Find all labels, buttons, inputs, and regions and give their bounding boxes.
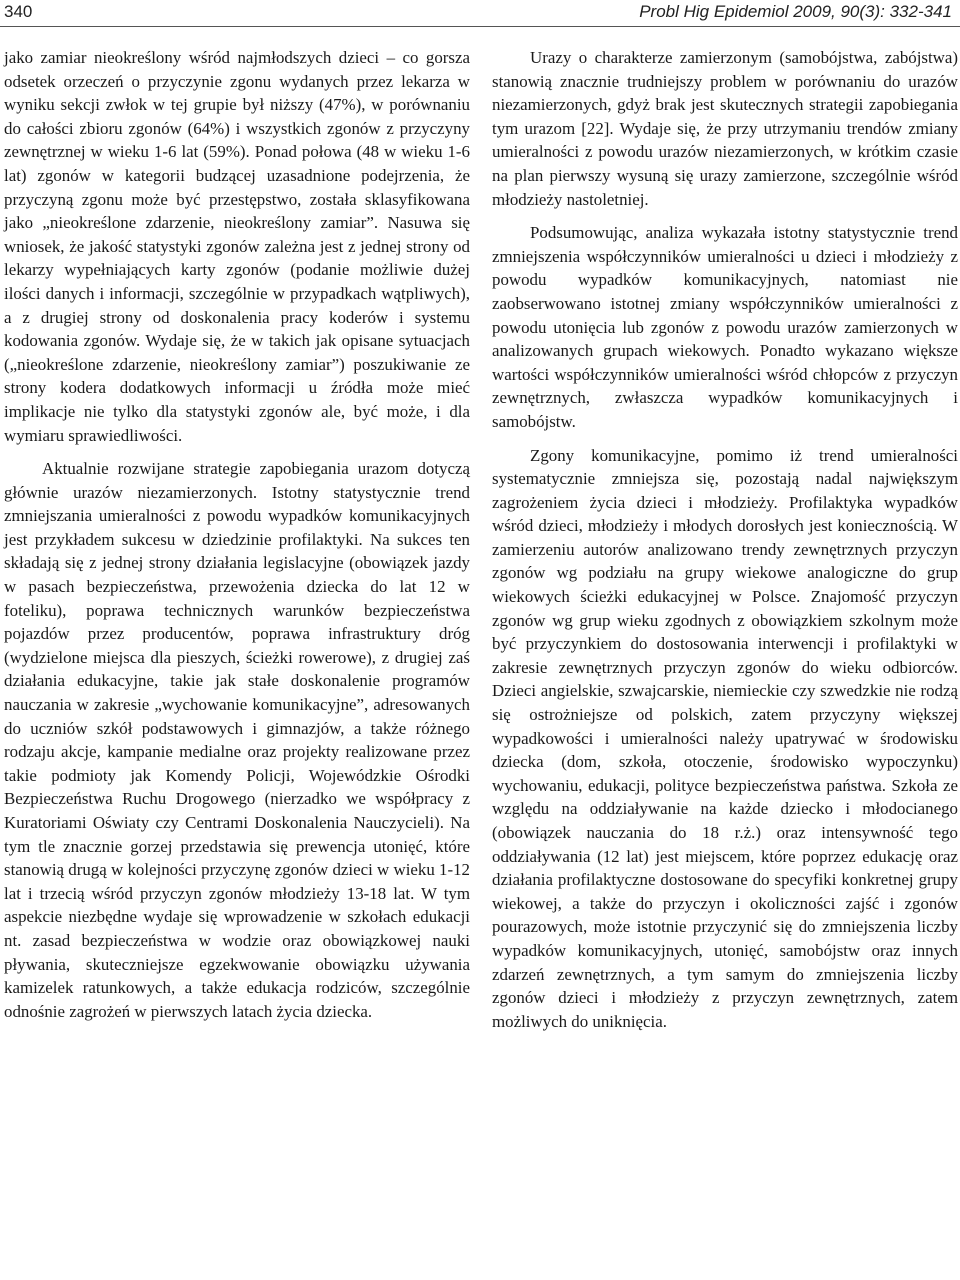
journal-reference: Probl Hig Epidemiol 2009, 90(3): 332-341 [639, 2, 952, 21]
page-header [0, 0, 960, 27]
left-column [4, 46, 470, 1023]
paragraph: Podsumowując, analiza wykazała istotny statystycznie trend zmniejszenia współczynników umieralności u dzieci i młodzieży z powodu wypadków komunikacyjnych, natomiast nie zaobserwowano istotnej zmiany współczynników umieralności z powodu utonięcia lub zgonów z powodu urazów zamierzonych w analizowanych grupach wiekowych. Ponadto wykazano większe wartości współczynników umieralności wśród chłopców z przyczyn zewnętrznych, zwłaszcza wypadków komunikacyjnych i samobójstw. [492, 223, 958, 431]
paragraph: Aktualnie rozwijane strategie zapobiegania urazom dotyczą głównie urazów niezamierzonych. Istotny statystycznie trend zmniejszania umieralności z powodu wypadków komunikacyjnych jest przykładem sukcesu w dziedzinie profilaktyki. Na sukces ten składają się z jednej strony działania legislacyjne (obowiązek jazdy w pasach bezpieczeństwa, przewożenia dziecka do lat 12 w foteliku), poprawa technicznych warunków bezpieczeństwa pojazdów przez producentów, poprawa infrastruktury dróg (wydzielone miejsca dla pieszych, ścieżki rowerowe), z drugiej zaś działania edukacyjne, takie jak stałe doskonalenie programów nauczania w zakresie „wychowanie komunikacyjne”, adresowanych do uczniów szkół podstawowych i gimnazjów, a także różnego rodzaju akcje, kampanie medialne oraz projekty realizowane przez takie podmioty jak Komendy Policji, Wojewódzkie Ośrodki Bezpieczeństwa Ruchu Drogowego (nierzadko we współpracy z Kuratoriami Oświaty czy Centrami Doskonalenia Nauczycieli). Na tym tle znacznie gorzej przedstawia się prewencja utonięć, które stanowią drugą w kolejności przyczynę zgonów dzieci w wieku 1-12 lat i trzecią wśród przyczyn zgonów młodzieży 13-18 lat. W tym aspekcie niezbędne wydaje się wprowadzenie w szkołach edukacji nt. zasad bezpieczeństwa w wodzie oraz obowiązkowej nauki pływania, skuteczniejsze egzekwowanie obowiązku używania kamizelek ratunkowych, a także edukacja rodziców, szczególnie odnośnie zagrożeń w pierwszych latach życia dziecka. [4, 459, 470, 1021]
right-column [492, 46, 958, 1033]
paragraph: Zgony komunikacyjne, pomimo iż trend umieralności systematycznie zmniejsza się, pozostają nadal największym zagrożeniem życia dzieci i młodzieży. Profilaktyka wypadków wśród dzieci, młodzieży i młodych dorosłych jest koniecznością. W zamierzeniu autorów analizowano trendy zewnętrznych przyczyn zgonów wg podziału na grupy wiekowe analogiczne do grup wiekowych ścieżki edukacyjnej w Polsce. Znajomość przyczyn zgonów wg grup wieku zgodnych z obowiązkiem szkolnym może być przyczynkiem do dostosowania interwencji i profilaktyki w zakresie zewnętrznych przyczyn zgonów do wieku odbiorców. Dzieci angielskie, szwajcarskie, niemieckie czy szwedzkie nie rodzą się ostrożniejsze od polskich, zatem przyczyny większej wypadkowości i umieralności należy upatrywać w środowisku dziecka (dom, szkoła, otoczenie, środowisko wypoczynku) wychowaniu, edukacji, polityce bezpieczeństwa państwa. Szkoła ze względu na oddziaływanie na każde dziecko i młodocianego (obowiązek nauczania do 18 r.ż.) oraz intensywność tego oddziaływania (12 lat) jest miejscem, które poprzez edukację oraz działania profilaktyczne dostosowane do specyfiki konkretnej grupy wiekowej, a także do przyczyn i okoliczności zajść i zgonów pourazowych, może istotnie przyczynić się do zmniejszenia liczby wypadków komunikacyjnych, utonięć, samobójstw oraz innych zdarzeń zewnętrznych, a tym samym do zmniejszenia liczby zgonów dzieci i młodzieży z przyczyn zewnętrznych, zatem możliwych do uniknięcia. [492, 445, 958, 1031]
page-number: 340 [4, 2, 33, 21]
paragraph: Urazy o charakterze zamierzonym (samobójstwa, zabójstwa) stanowią znacznie trudniejszy problem w porównaniu do urazów niezamierzonych, gdyż brak jest skutecznych strategii zapobiegania tym urazom [22]. Wydaje się, że przy utrzymaniu trendów zmiany umieralności z powodu urazów niezamierzonych, w krótkim czasie na plan pierwszy wysuną się urazy zamierzone, szczególnie wśród młodzieży nastoletniej. [492, 48, 958, 209]
paragraph: jako zamiar nieokreślony wśród najmłodszych dzieci – co gorsza odsetek orzeczeń o przyczynie zgonu wydanych przez lekarza w wyniku sekcji zwłok w tej grupie był niższy (47%), w porównaniu do całości zbioru zgonów (64%) i wszystkich zgonów z przyczyny zewnętrznej w wieku 1-6 lat (59%). Ponad połowa (48 w wieku 1-6 lat) zgonów w kategorii budzącej uzasadnione podejrzenia, że przyczyną zgonu może być przestępstwo, została sklasyfikowana jako „nieokreślone zdarzenie, nieokreślony zamiar”. Nasuwa się wniosek, że jakość statystyki zgonów zależna jest z jednej strony od lekarzy wypełniających karty zgonów (podanie możliwie dużej ilości danych i informacji, szczególnie w przypadkach wątpliwych), a z drugiej strony od doskonalenia pracy koderów i systemu kodowania zgonów. Wydaje się, że w takich jak opisane sytuacjach („nieokreślone zdarzenie, nieokreślony zamiar”) poszukiwanie ze strony kodera dodatkowych informacji u źródła może mieć implikacje nie tylko dla statystyki zgonów ale, być może, i dla wymiaru sprawiedliwości. [4, 48, 470, 445]
